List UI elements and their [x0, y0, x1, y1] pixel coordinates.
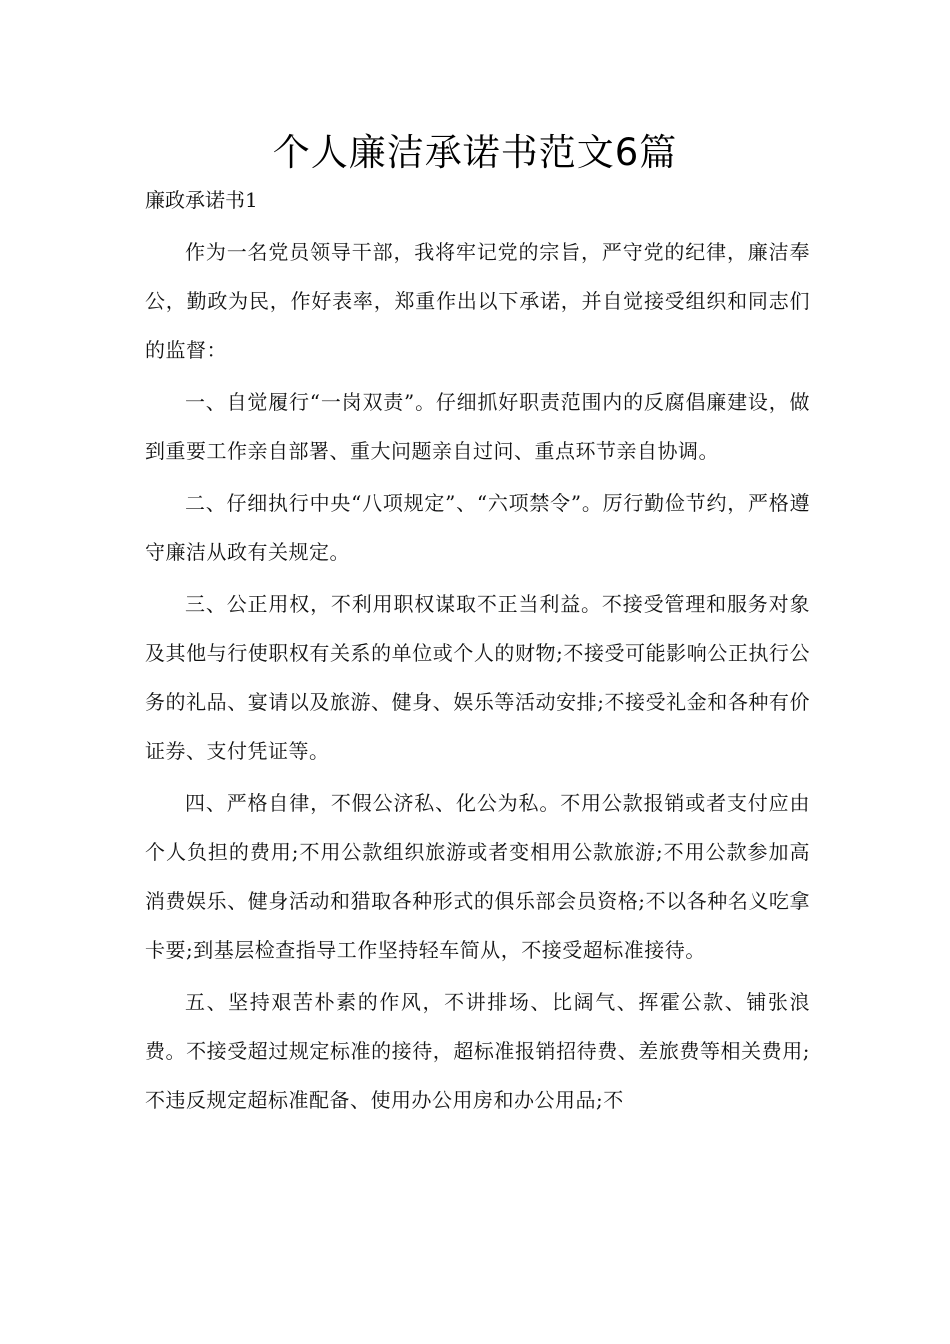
paragraph-item-5: 五、坚持艰苦朴素的作风，不讲排场、比阔气、挥霍公款、铺张浪费。不接受超过规定标准的接待，超标准报销招待费、差旅费等相关费用;不违反规定超标准配备、使用办公用房和办公用品;不: [145, 990, 810, 1112]
paragraph-item-1: 一、自觉履行“一岗双责”。仔细抓好职责范围内的反腐倡廉建设，做到重要工作亲自部署、重大问题亲自过问、重点环节亲自协调。: [145, 390, 810, 463]
document-title: 个人廉洁承诺书范文6篇: [272, 131, 678, 174]
paragraph-item-3: 三、公正用权，不利用职权谋取不正当利益。不接受管理和服务对象及其他与行使职权有关系的单位或个人的财物;不接受可能影响公正执行公务的礼品、宴请以及旅游、健身、娱乐等活动安排;不接受礼金和各种有价证券、支付凭证等。: [145, 592, 810, 763]
paragraph-item-4: 四、严格自律，不假公济私、化公为私。不用公款报销或者支付应由个人负担的费用;不用公款组织旅游或者变相用公款旅游;不用公款参加高消费娱乐、健身活动和猎取各种形式的俱乐部会员资格;不以各种名义吃拿卡要;到基层检查指导工作坚持轻车简从，不接受超标准接待。: [145, 791, 810, 962]
document-body: [145, 228, 810, 1128]
paragraph-item-2: 二、仔细执行中央“八项规定”、“六项禁令”。厉行勤俭节约，严格遵守廉洁从政有关规定。: [145, 491, 810, 564]
section-heading: 廉政承诺书1: [145, 188, 258, 212]
paragraph-intro: 作为一名党员领导干部，我将牢记党的宗旨，严守党的纪律，廉洁奉公，勤政为民，作好表率，郑重作出以下承诺，并自觉接受组织和同志们的监督：: [145, 240, 810, 362]
